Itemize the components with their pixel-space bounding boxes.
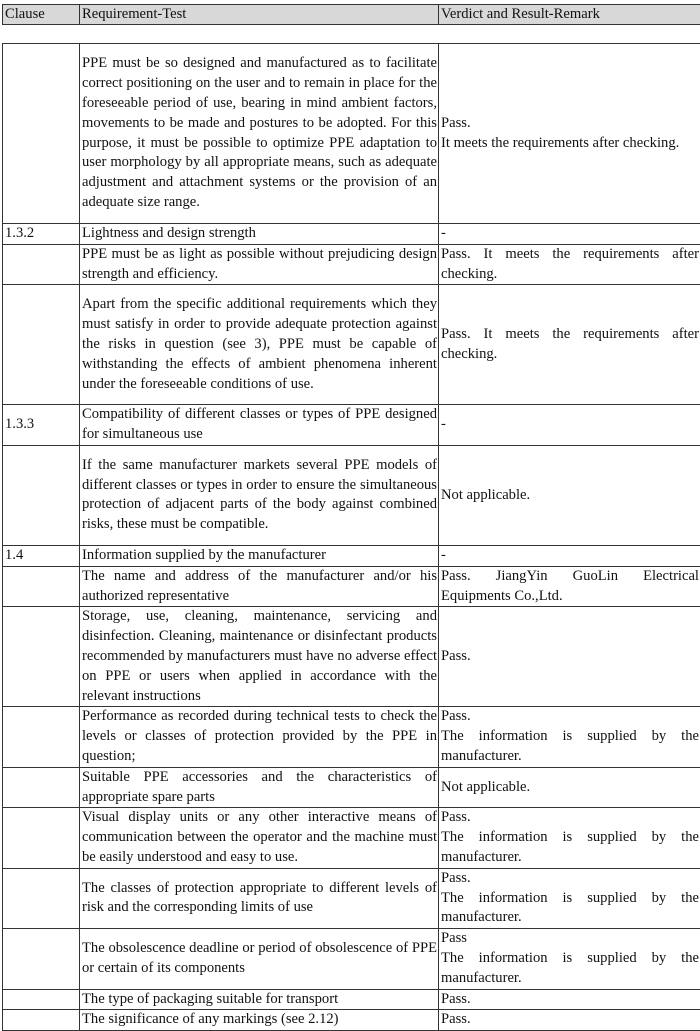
clause-cell — [3, 808, 80, 868]
verdict-cell — [439, 244, 700, 285]
table-row — [3, 707, 700, 767]
verdict-line: Pass. — [441, 647, 699, 667]
clause-cell — [3, 707, 80, 767]
table-row — [3, 566, 700, 607]
verdict-line: Pass. — [441, 990, 699, 1010]
verdict-line: - — [441, 224, 699, 244]
requirement-cell: Visual display units or any other interactive means of communication between the operator and the machine must be easily understood and easy to use. — [80, 808, 439, 868]
clause-cell: 1.3.2 — [3, 224, 80, 245]
header-verdict: Verdict and Result-Remark — [439, 5, 700, 25]
clause-cell: 1.4 — [3, 545, 80, 566]
table-row — [3, 808, 700, 868]
requirement-cell: The type of packaging suitable for transport — [80, 989, 439, 1010]
verdict-cell — [439, 224, 700, 245]
requirement-cell: The classes of protection appropriate to different levels of risk and the corresponding limits of use — [80, 868, 439, 928]
table-header — [2, 4, 700, 25]
table-row — [3, 405, 700, 446]
requirement-cell: Performance as recorded during technical tests to check the levels or classes of protection provided by the PPE in question; — [80, 707, 439, 767]
table-row — [3, 224, 700, 245]
header-clause: Clause — [3, 5, 80, 25]
verdict-line: Pass. JiangYin GuoLin Electrical Equipments Co.,Ltd. — [441, 567, 699, 607]
verdict-cell — [439, 1010, 700, 1031]
verdict-line: Pass. — [441, 1010, 699, 1030]
requirement-cell: Lightness and design strength — [80, 224, 439, 245]
verdict-line: - — [441, 415, 699, 435]
verdict-cell — [439, 545, 700, 566]
verdict-cell — [439, 566, 700, 607]
clause-cell — [3, 566, 80, 607]
verdict-line: Pass. — [441, 114, 699, 134]
clause-cell — [3, 989, 80, 1010]
verdict-line: Not applicable. — [441, 486, 699, 506]
verdict-line: Pass. It meets the requirements after checking. — [441, 245, 699, 285]
header-requirement: Requirement-Test — [80, 5, 439, 25]
table-row — [3, 445, 700, 545]
verdict-cell — [439, 929, 700, 989]
table-row — [3, 244, 700, 285]
verdict-cell — [439, 405, 700, 446]
clause-cell — [3, 244, 80, 285]
requirement-cell: The significance of any markings (see 2.12) — [80, 1010, 439, 1031]
table-row — [3, 767, 700, 808]
requirement-cell: PPE must be as light as possible without prejudicing design strength and efficiency. — [80, 244, 439, 285]
clause-cell — [3, 1010, 80, 1031]
verdict-cell — [439, 44, 700, 224]
table-row — [3, 44, 700, 224]
requirement-cell: PPE must be so designed and manufactured as to facilitate correct positioning on the user and to remain in place for the foreseeable period of use, bearing in mind ambient factors, movements to be made and postures to be adopted. For this purpose, it must be possible to optimize PPE adaptation to user morphology by all appropriate means, such as adequate adjustment and attachment systems or the provision of an adequate size range. — [80, 44, 439, 224]
requirement-cell: Information supplied by the manufacturer — [80, 545, 439, 566]
requirements-table-body — [3, 44, 700, 1031]
clause-cell — [3, 445, 80, 545]
table-row — [3, 545, 700, 566]
table-row — [3, 989, 700, 1010]
verdict-cell — [439, 808, 700, 868]
verdict-cell — [439, 767, 700, 808]
verdict-line: The information is supplied by the manufacturer. — [441, 828, 699, 868]
verdict-line: It meets the requirements after checking. — [441, 134, 699, 154]
verdict-line: Pass. It meets the requirements after checking. — [441, 325, 699, 365]
verdict-cell — [439, 989, 700, 1010]
verdict-line: The information is supplied by the manufacturer. — [441, 889, 699, 929]
requirement-cell: The obsolescence deadline or period of obsolescence of PPE or certain of its components — [80, 929, 439, 989]
table-row — [3, 929, 700, 989]
clause-cell — [3, 607, 80, 707]
verdict-cell — [439, 868, 700, 928]
verdict-line: Pass. — [441, 869, 699, 889]
verdict-cell — [439, 707, 700, 767]
clause-cell — [3, 44, 80, 224]
table-row — [3, 1010, 700, 1031]
verdict-line: Pass. — [441, 707, 699, 727]
requirements-table — [2, 43, 700, 1031]
verdict-line: The information is supplied by the manufacturer. — [441, 949, 699, 989]
requirement-cell: Suitable PPE accessories and the characteristics of appropriate spare parts — [80, 767, 439, 808]
table-row — [3, 607, 700, 707]
verdict-cell — [439, 285, 700, 405]
verdict-line: Not applicable. — [441, 778, 699, 798]
header-row — [3, 5, 700, 25]
table-row — [3, 285, 700, 405]
clause-cell — [3, 767, 80, 808]
requirement-cell: Apart from the specific additional requirements which they must satisfy in order to provide adequate protection against the risks in question (see 3), PPE must be capable of withstanding the effects of ambient phenomena inherent under the foreseeable conditions of use. — [80, 285, 439, 405]
clause-cell — [3, 929, 80, 989]
table-row — [3, 868, 700, 928]
verdict-cell — [439, 607, 700, 707]
clause-cell: 1.3.3 — [3, 405, 80, 446]
clause-cell — [3, 868, 80, 928]
verdict-line: Pass. — [441, 808, 699, 828]
verdict-line: Pass — [441, 929, 699, 949]
verdict-cell — [439, 445, 700, 545]
requirement-cell: The name and address of the manufacturer and/or his authorized representative — [80, 566, 439, 607]
requirement-cell: Storage, use, cleaning, maintenance, servicing and disinfection. Cleaning, maintenance or disinfectant products recommended by manufacturers must have no adverse effect on PPE or users when applied in accordance with the relevant instructions — [80, 607, 439, 707]
requirement-cell: If the same manufacturer markets several PPE models of different classes or types in order to ensure the simultaneous protection of adjacent parts of the body against combined risks, these must be compatible. — [80, 445, 439, 545]
clause-cell — [3, 285, 80, 405]
verdict-line: The information is supplied by the manufacturer. — [441, 727, 699, 767]
verdict-line: - — [441, 546, 699, 566]
requirement-cell: Compatibility of different classes or types of PPE designed for simultaneous use — [80, 405, 439, 446]
